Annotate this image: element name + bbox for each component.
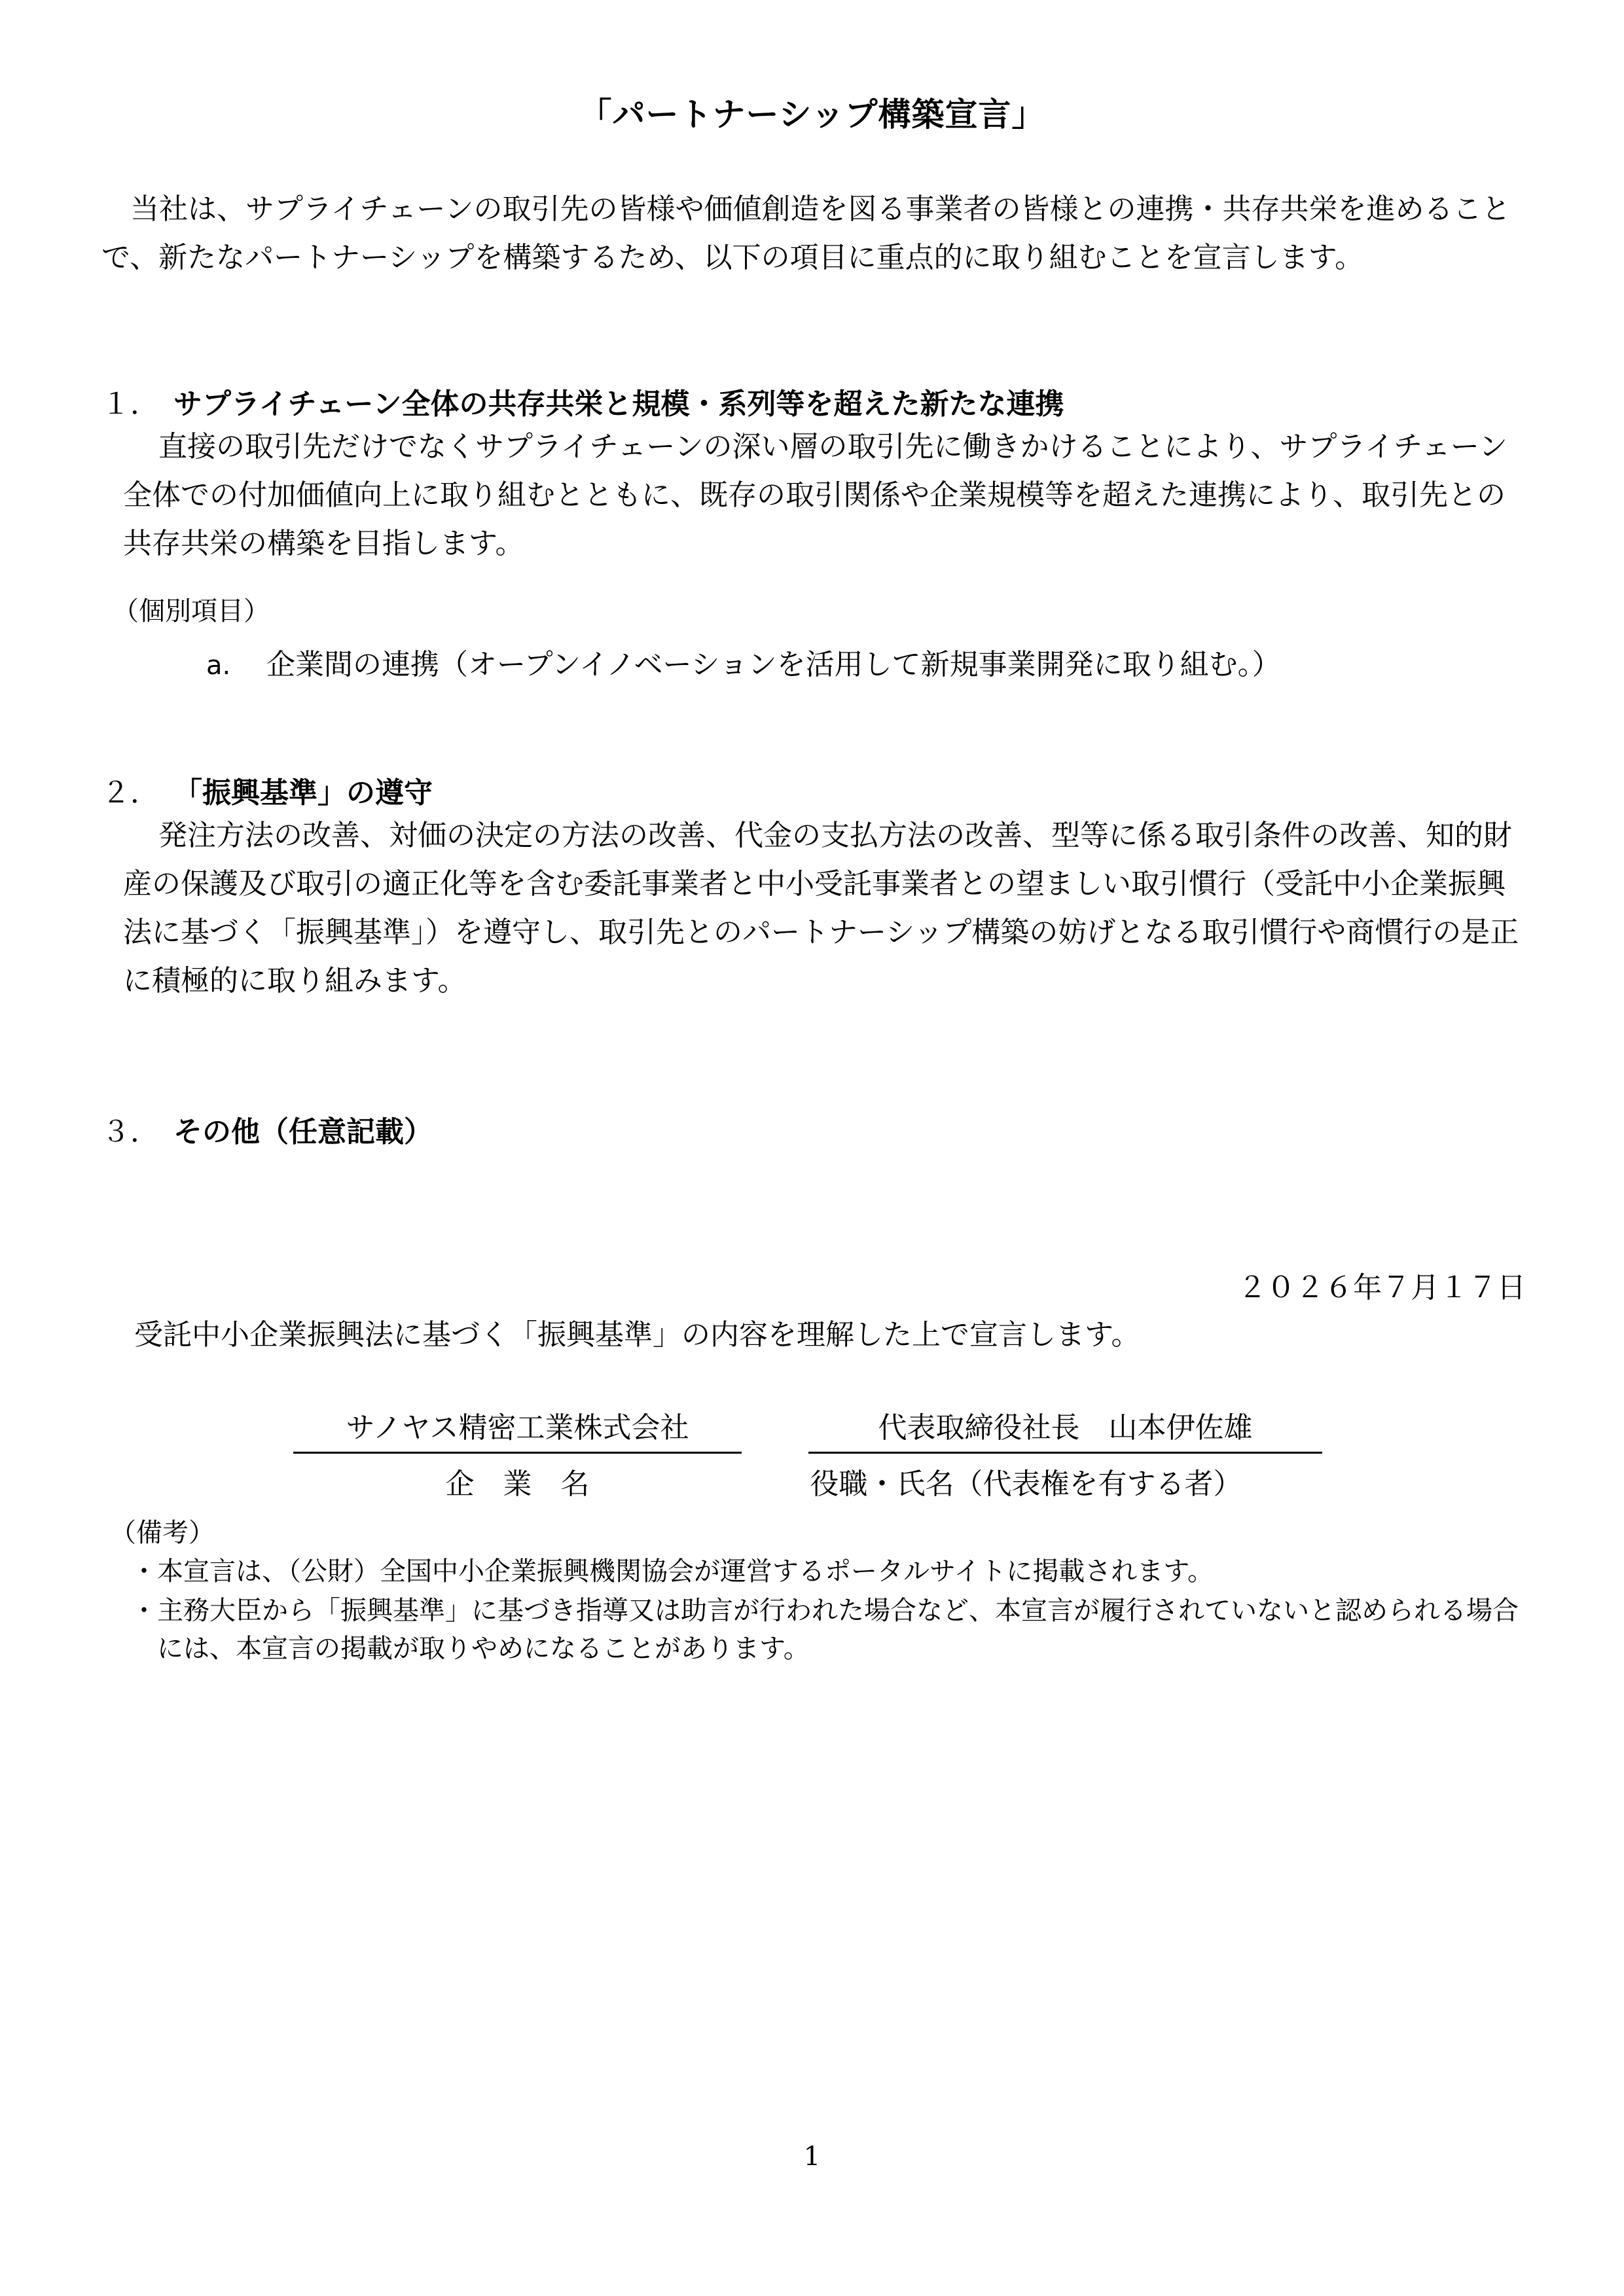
individual-item-a: [206, 645, 1281, 685]
note-bullet: ・: [131, 1596, 157, 1626]
company-name-value: サノヤス精密工業株式会社: [293, 1408, 742, 1454]
intro-paragraph: 当社は、サプライチェーンの取引先の皆様や価値創造を図る事業者の皆様との連携・共存共栄を進めることで、新たなパートナーシップを構築するため、以下の項目に重点的に取り組むことを宣言します。: [101, 192, 1511, 274]
item-a-text: 企業間の連携（オープンイノベーションを活用して新規事業開発に取り組む。）: [266, 648, 1281, 681]
section-2-number: ２．: [101, 776, 159, 810]
note-item-2: [131, 1592, 1538, 1668]
declaration-date: ２０２６年７月１７日: [1238, 1271, 1526, 1304]
section-1-heading: [101, 385, 1064, 424]
notes-heading: （備考）: [110, 1518, 215, 1548]
section-1-body: 直接の取引先だけでなくサプライチェーンの深い層の取引先に働きかけることにより、サプライチェーン全体での付加価値向上に取り組むとともに、既存の取引関係や企業規模等を超えた連携により、取引先との共存共栄の構築を目指します。: [123, 430, 1507, 560]
note-text-2: 主務大臣から「振興基準」に基づき指導又は助言が行われた場合など、本宣言が履行されていないと認められる場合には、本宣言の掲載が取りやめになることがあります。: [157, 1596, 1519, 1664]
company-name-label: 企 業 名: [445, 1467, 590, 1501]
section-1-title: サプライチェーン全体の共存共栄と規模・系列等を超えた新たな連携: [173, 387, 1064, 421]
representative-value: 代表取締役社長 山本伊佐雄: [808, 1408, 1322, 1454]
individual-items-heading: （個別項目）: [113, 596, 270, 626]
section-3-title: その他（任意記載）: [173, 1115, 433, 1149]
document-title: 「パートナーシップ構築宣言」: [579, 96, 1045, 134]
page-number: 1: [803, 2142, 821, 2172]
note-text-1: 本宣言は、（公財）全国中小企業振興機関協会が運営するポータルサイトに掲載されます。: [157, 1556, 1214, 1587]
section-2-heading: [101, 774, 433, 813]
section-3-number: ３．: [101, 1115, 159, 1149]
section-3-heading: [101, 1113, 433, 1152]
note-item-1: [131, 1552, 1538, 1590]
note-bullet: ・: [131, 1556, 157, 1587]
declaration-statement: 受託中小企業振興法に基づく「振興基準」の内容を理解した上で宣言します。: [134, 1318, 1140, 1352]
section-2-title: 「振興基準」の遵守: [173, 776, 433, 810]
representative-label: 役職・氏名（代表権を有する者）: [810, 1467, 1242, 1501]
section-1-number: １．: [101, 387, 159, 421]
section-2-body: 発注方法の改善、対価の決定の方法の改善、代金の支払方法の改善、型等に係る取引条件の改善、知的財産の保護及び取引の適正化等を含む委託事業者と中小受託事業者との望ましい取引慣行（受託中小企業振興法に基づく「振興基準」）を遵守し、取引先とのパートナーシップ構築の妨げとなる取引慣行や商慣行の是正に積極的に取り組みます。: [123, 819, 1519, 997]
item-a-letter: a.: [206, 651, 231, 681]
